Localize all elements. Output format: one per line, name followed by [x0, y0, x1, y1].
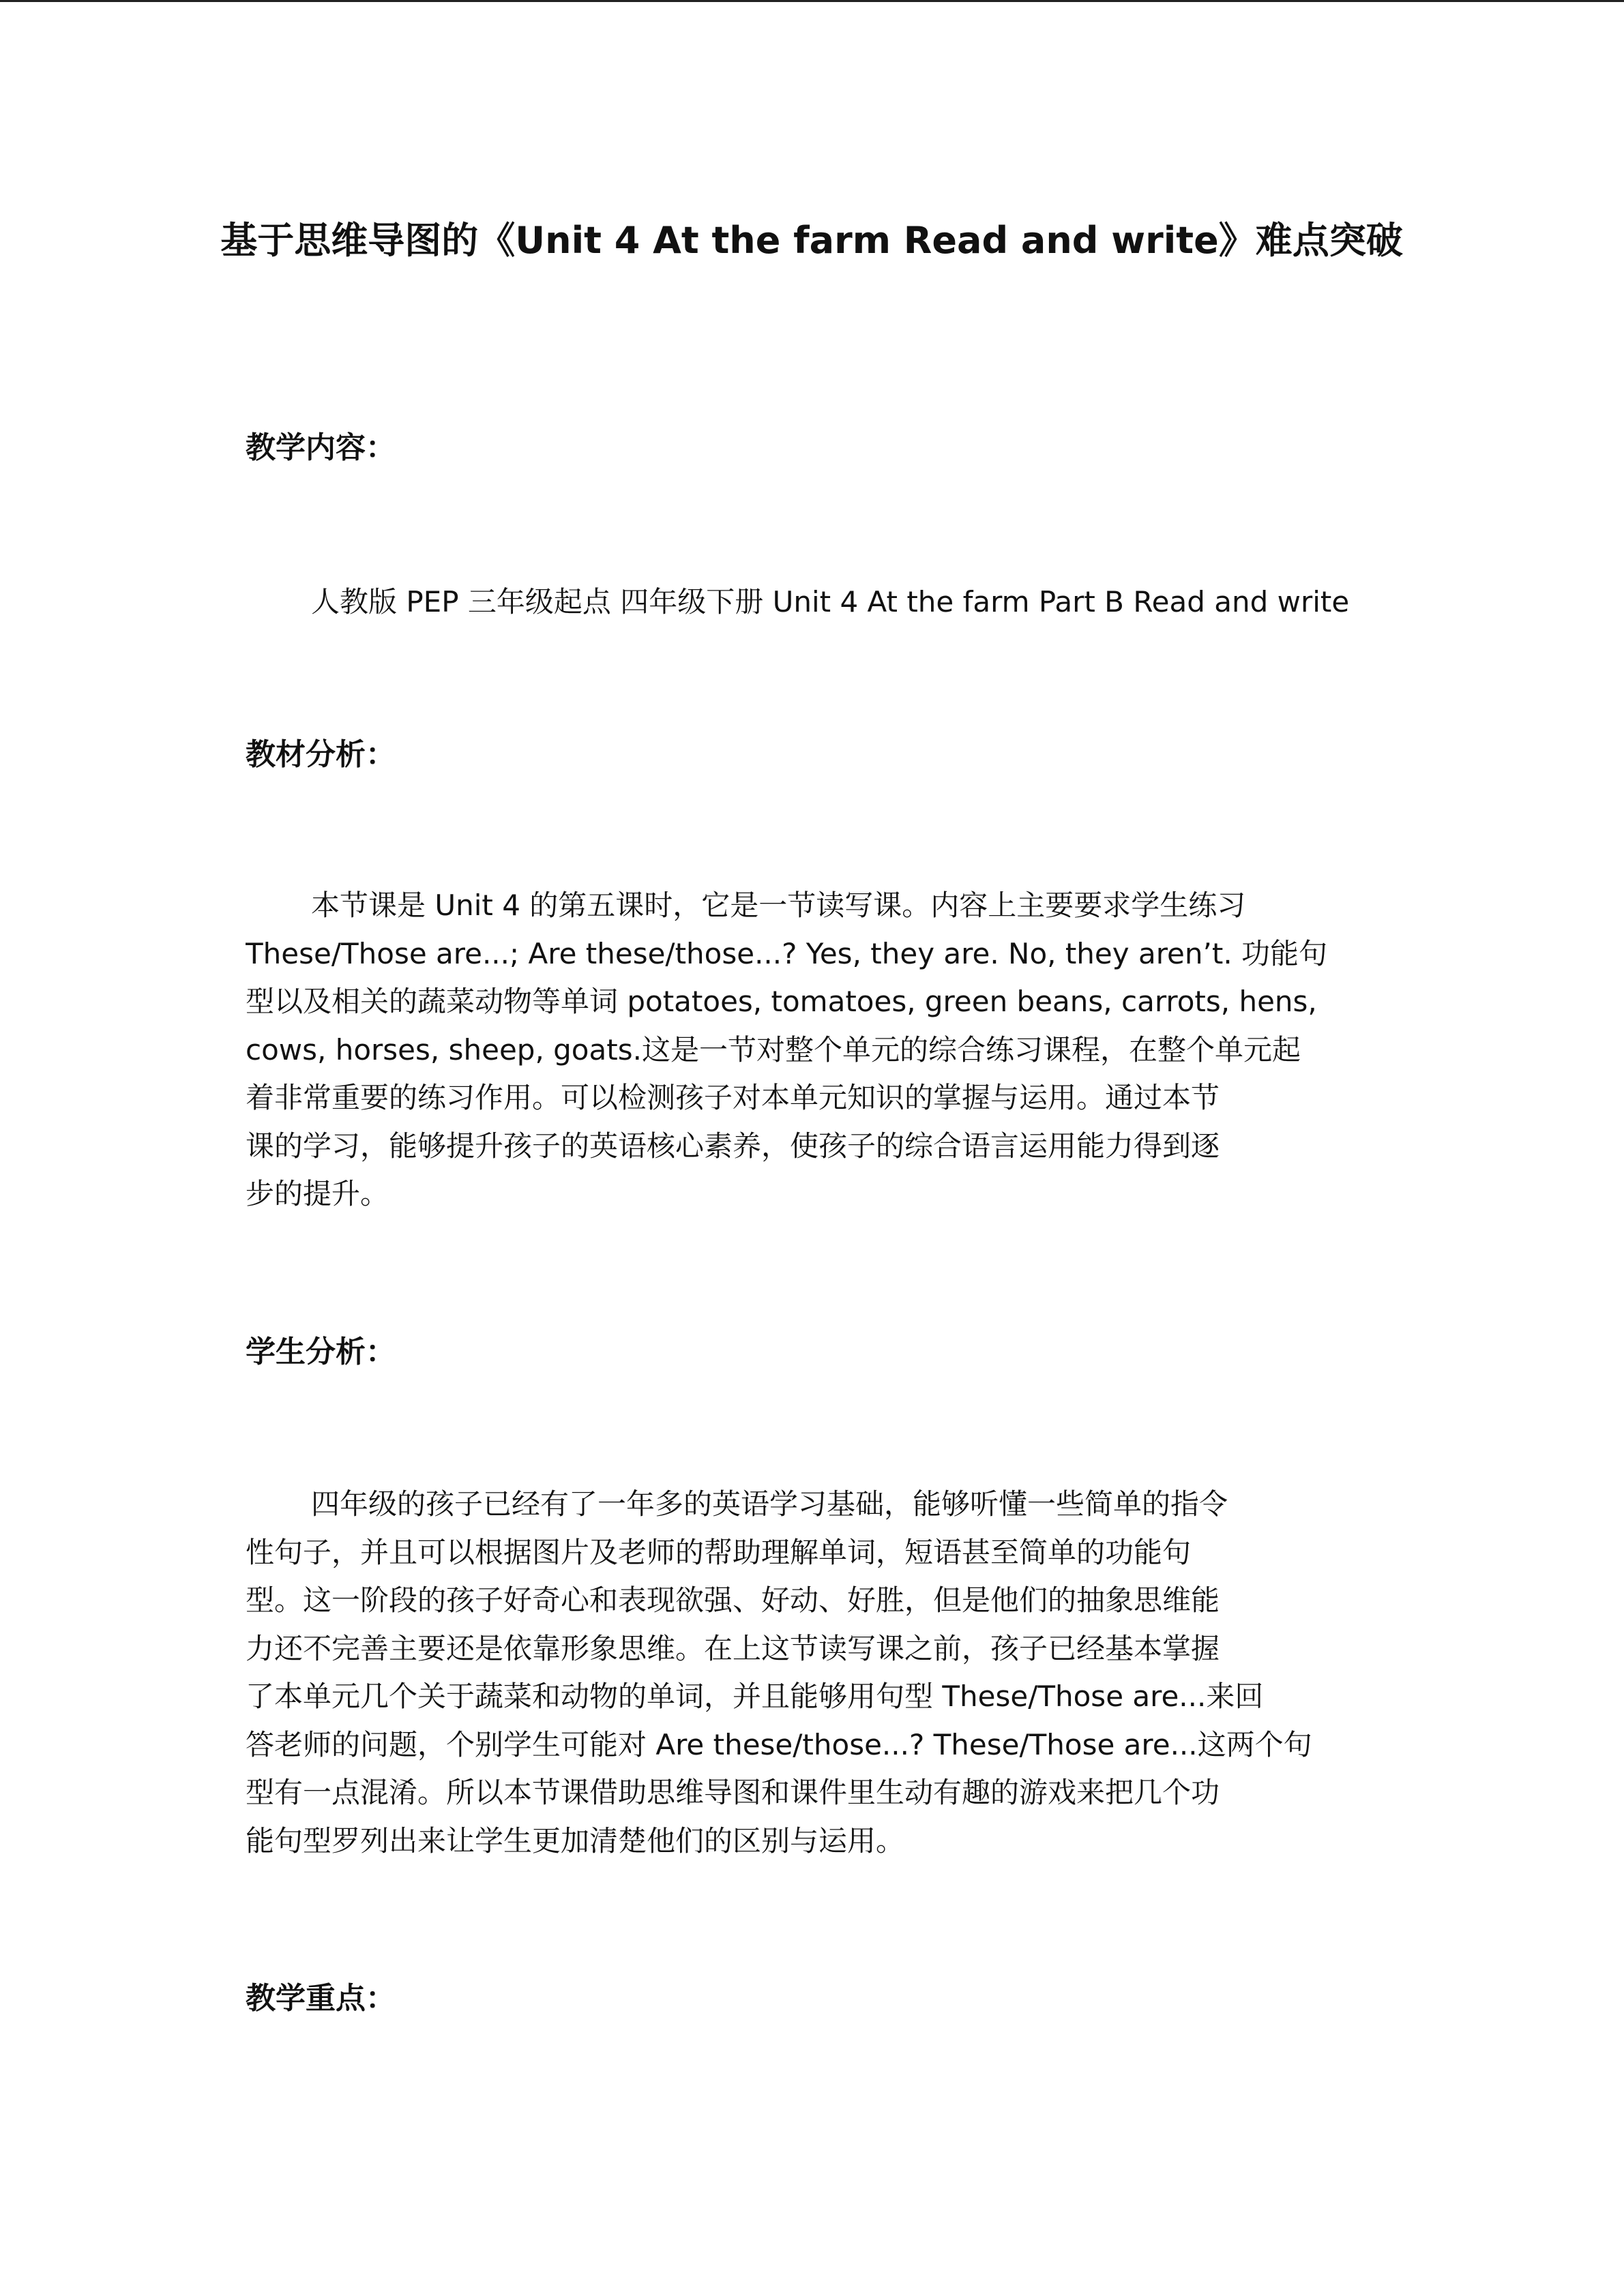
paragraph-line: 型以及相关的蔬菜动物等单词 potatoes, tomatoes, green beans, carrots, hens,: [246, 985, 1317, 1018]
student-analysis-paragraph: [246, 1480, 1378, 1865]
paragraph-line: 答老师的问题，个别学生可能对 Are these/those...? These/Those are...这两个句: [246, 1727, 1312, 1761]
paragraph-line: 能句型罗列出来让学生更加清楚他们的区别与运用。: [246, 1823, 905, 1858]
paragraph-line: 性句子，并且可以根据图片及老师的帮助理解单词，短语甚至简单的功能句: [246, 1535, 1192, 1569]
paragraph-line: 型。这一阶段的孩子好奇心和表现欲强、好动、好胜，但是他们的抽象思维能: [246, 1583, 1220, 1617]
section-heading-material-analysis: 教材分析：: [246, 737, 396, 772]
material-analysis-paragraph: [246, 882, 1378, 1219]
teaching-content-text: 人教版 PEP 三年级起点 四年级下册 Unit 4 At the farm Part B Read and write: [311, 585, 1350, 618]
paragraph-line: 四年级的孩子已经有了一年多的英语学习基础，能够听懂一些简单的指令: [311, 1487, 1228, 1521]
section-heading-student-analysis: 学生分析：: [246, 1335, 396, 1369]
paragraph-line: 步的提升。: [246, 1177, 389, 1210]
paragraph-line: 本节课是 Unit 4 的第五课时，它是一节读写课。内容上主要要求学生练习: [311, 889, 1246, 922]
paragraph-line: These/Those are...; Are these/those...? Yes, they are. No, they aren’t. 功能句: [246, 936, 1328, 970]
paragraph-line: cows, horses, sheep, goats.这是一节对整个单元的综合练习课程，在整个单元起: [246, 1032, 1301, 1067]
section-heading-key-points: 教学重点：: [246, 1981, 396, 2016]
document-title: 基于思维导图的《Unit 4 At the farm Read and write》难点突破: [220, 219, 1403, 262]
paragraph-line: 着非常重要的练习作用。可以检测孩子对本单元知识的掌握与运用。通过本节: [246, 1081, 1220, 1114]
section-heading-teaching-content: 教学内容：: [246, 430, 396, 465]
paragraph-line: 课的学习，能够提升孩子的英语核心素养，使孩子的综合语言运用能力得到逐: [246, 1129, 1220, 1163]
paragraph-line: 型有一点混淆。所以本节课借助思维导图和课件里生动有趣的游戏来把几个功: [246, 1776, 1220, 1809]
paragraph-line: 力还不完善主要还是依靠形象思维。在上这节读写课之前，孩子已经基本掌握: [246, 1631, 1220, 1665]
paragraph-line: 了本单元几个关于蔬菜和动物的单词，并且能够用句型 These/Those are...来回: [246, 1680, 1264, 1713]
